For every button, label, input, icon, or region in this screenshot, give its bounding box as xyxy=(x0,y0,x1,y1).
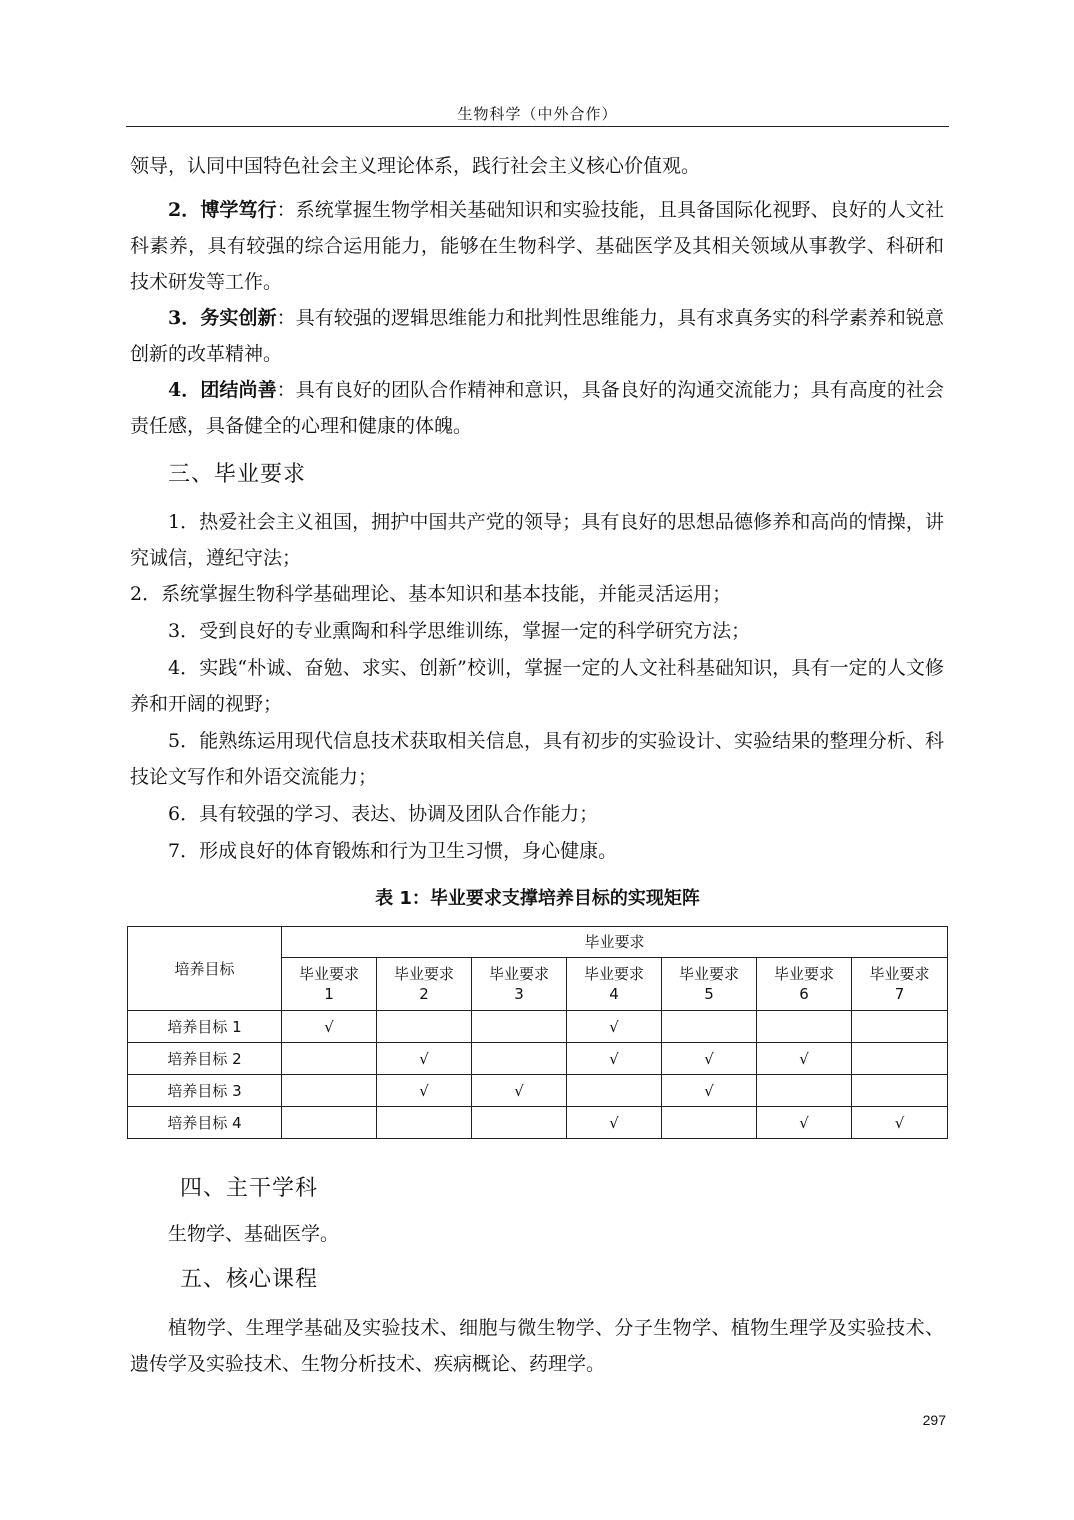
matrix-cell xyxy=(852,1043,948,1075)
table-caption: 表 1：毕业要求支撑培养目标的实现矩阵 xyxy=(375,888,700,909)
row-label: 培养目标 2 xyxy=(128,1043,282,1075)
matrix-cell: √ xyxy=(567,1011,662,1043)
section-heading-graduation-requirements: 三、毕业要求 xyxy=(168,462,307,487)
requirement-item-3: 3．受到良好的专业熏陶和科学思维训练，掌握一定的科学研究方法； xyxy=(168,620,751,642)
matrix-cell: √ xyxy=(662,1075,757,1107)
row-label: 培养目标 1 xyxy=(128,1011,282,1043)
goal-paragraph-4 xyxy=(130,372,944,444)
section-heading-main-disciplines: 四、主干学科 xyxy=(180,1176,319,1201)
matrix-cell: √ xyxy=(662,1043,757,1075)
matrix-cell xyxy=(567,1075,662,1107)
group-header: 毕业要求 xyxy=(282,927,948,958)
column-header: 毕业要求 5 xyxy=(662,958,757,1011)
goal-paragraph-3 xyxy=(130,300,944,372)
requirement-item-1: 1．热爱社会主义祖国，拥护中国共产党的领导；具有良好的思想品德修养和高尚的情操，讲究诚信，遵纪守法； xyxy=(130,511,944,569)
goal-label-4: 4．团结尚善 xyxy=(168,379,277,401)
core-courses-text: 植物学、生理学基础及实验技术、细胞与微生物学、分子生物学、植物生理学及实验技术、遗传学及实验技术、生物分析技术、疾病概论、药理学。 xyxy=(130,1317,944,1375)
matrix-cell xyxy=(472,1011,567,1043)
matrix-cell xyxy=(377,1011,472,1043)
matrix-cell xyxy=(472,1107,567,1139)
goal-paragraph-2 xyxy=(130,192,944,300)
table-row xyxy=(128,1043,948,1075)
row-label: 培养目标 4 xyxy=(128,1107,282,1139)
requirement-item-2: 2．系统掌握生物科学基础理论、基本知识和基本技能，并能灵活运用； xyxy=(130,583,732,605)
table-row xyxy=(128,1075,948,1107)
column-header: 毕业要求 2 xyxy=(377,958,472,1011)
matrix-cell xyxy=(662,1011,757,1043)
matrix-cell: √ xyxy=(472,1075,567,1107)
matrix-cell xyxy=(377,1107,472,1139)
goal-label-3: 3．务实创新 xyxy=(168,307,277,329)
running-header: 生物科学（中外合作） xyxy=(457,105,618,123)
matrix-cell xyxy=(852,1011,948,1043)
row-label: 培养目标 3 xyxy=(128,1075,282,1107)
matrix-cell: √ xyxy=(377,1075,472,1107)
matrix-cell xyxy=(282,1075,377,1107)
column-header: 毕业要求 4 xyxy=(567,958,662,1011)
support-matrix-table xyxy=(127,926,948,1139)
page-number: 297 xyxy=(922,1412,946,1428)
matrix-cell xyxy=(662,1107,757,1139)
table-row xyxy=(128,1011,948,1043)
header-rule xyxy=(126,126,949,127)
matrix-cell: √ xyxy=(282,1011,377,1043)
matrix-cell xyxy=(472,1043,567,1075)
column-header: 毕业要求 3 xyxy=(472,958,567,1011)
goal-text-4: ：具有良好的团队合作精神和意识，具备良好的沟通交流能力；具有高度的社会责任感，具备健全的心理和健康的体魄。 xyxy=(130,379,944,437)
goal-text-2: ：系统掌握生物学相关基础知识和实验技能，且具备国际化视野、良好的人文社科素养，具有较强的综合运用能力，能够在生物科学、基础医学及其相关领域从事教学、科研和技术研发等工作。 xyxy=(130,199,944,293)
matrix-cell xyxy=(282,1043,377,1075)
main-disciplines-text: 生物学、基础医学。 xyxy=(168,1223,340,1245)
matrix-cell xyxy=(282,1107,377,1139)
matrix-cell xyxy=(852,1075,948,1107)
column-header: 毕业要求 7 xyxy=(852,958,948,1011)
matrix-cell: √ xyxy=(757,1043,852,1075)
matrix-cell xyxy=(757,1075,852,1107)
matrix-cell: √ xyxy=(567,1107,662,1139)
requirement-item-7: 7．形成良好的体育锻炼和行为卫生习惯，身心健康。 xyxy=(168,840,618,862)
table-row xyxy=(128,1107,948,1139)
matrix-cell xyxy=(757,1011,852,1043)
matrix-cell: √ xyxy=(567,1043,662,1075)
column-header: 毕业要求 6 xyxy=(757,958,852,1011)
matrix-cell: √ xyxy=(377,1043,472,1075)
section-heading-core-courses: 五、核心课程 xyxy=(180,1267,319,1292)
requirement-item-6: 6．具有较强的学习、表达、协调及团队合作能力； xyxy=(168,803,599,825)
column-header: 毕业要求 1 xyxy=(282,958,377,1011)
corner-header: 培养目标 xyxy=(128,927,282,1011)
matrix-cell: √ xyxy=(757,1107,852,1139)
goal-text-3: ：具有较强的逻辑思维能力和批判性思维能力，具有求真务实的科学素养和锐意创新的改革精神。 xyxy=(130,307,944,365)
goal-label-2: 2．博学笃行 xyxy=(168,199,277,221)
matrix-cell: √ xyxy=(852,1107,948,1139)
requirement-item-4: 4．实践“朴诚、奋勉、求实、创新”校训，掌握一定的人文社科基础知识，具有一定的人文修养和开阔的视野； xyxy=(130,657,944,715)
intro-continuation: 领导，认同中国特色社会主义理论体系，践行社会主义核心价值观。 xyxy=(130,155,701,177)
requirement-item-5: 5．能熟练运用现代信息技术获取相关信息，具有初步的实验设计、实验结果的整理分析、科技论文写作和外语交流能力； xyxy=(130,730,944,788)
